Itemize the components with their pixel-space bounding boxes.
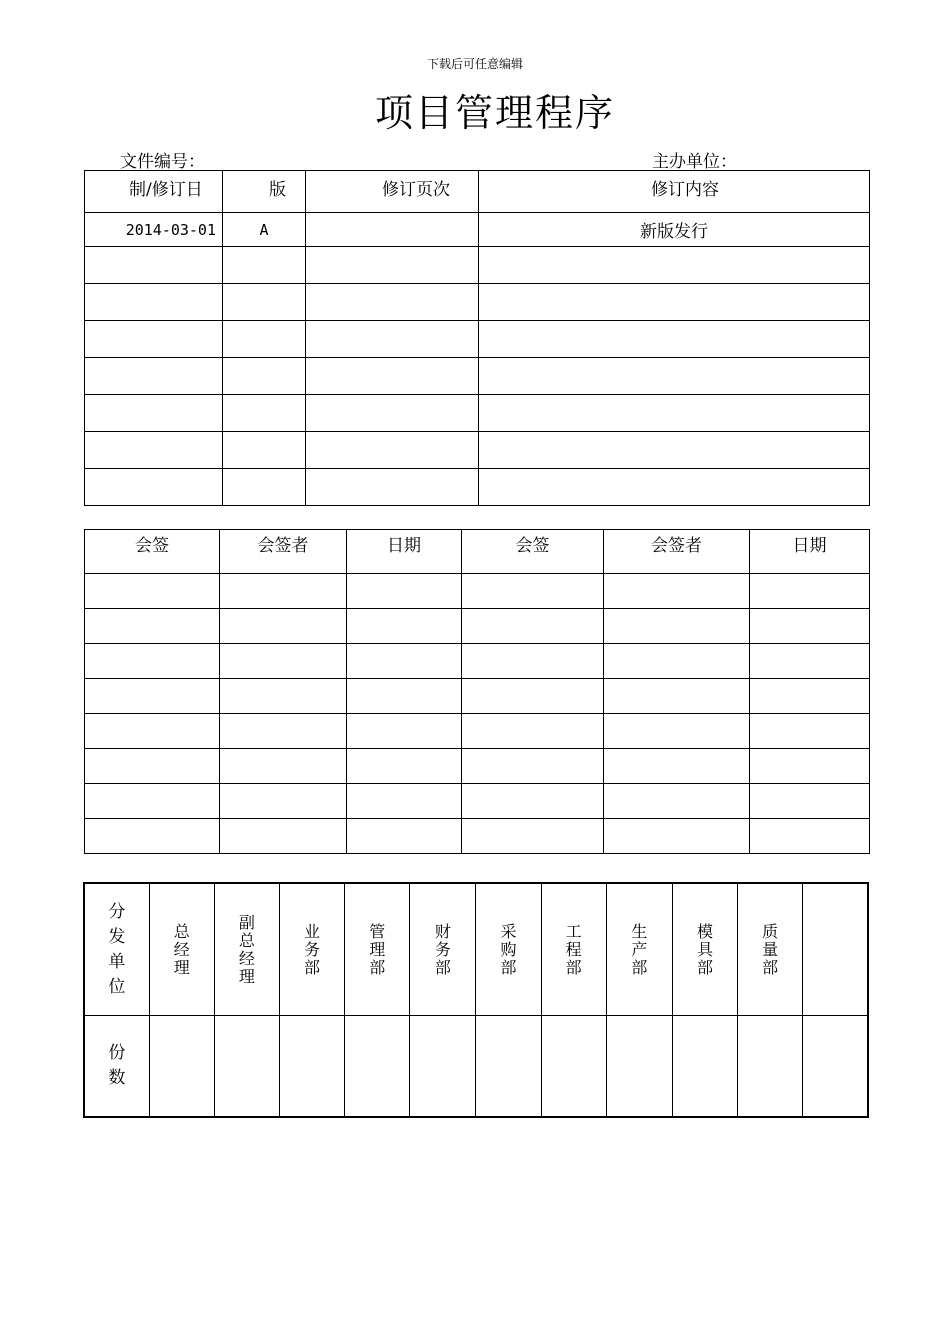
label-char: 理 xyxy=(173,957,190,977)
revision-cell: 新版发行 xyxy=(479,213,870,247)
signoff-cell xyxy=(220,644,347,679)
signoff-cell xyxy=(604,644,750,679)
signoff-cell xyxy=(750,609,870,644)
host-department-label: 主办单位： xyxy=(652,152,737,172)
signoff-cell xyxy=(604,784,750,819)
distribution-copies-cell xyxy=(279,1016,344,1118)
revision-header-cell: 修订页次 xyxy=(306,171,479,213)
signoff-cell xyxy=(750,749,870,784)
revision-cell xyxy=(306,321,479,358)
label-char: 务 xyxy=(304,939,321,959)
signoff-cell xyxy=(347,749,462,784)
signoff-cell xyxy=(604,679,750,714)
label-char: 部 xyxy=(762,957,779,977)
signoff-cell xyxy=(347,609,462,644)
signoff-table xyxy=(84,529,870,854)
label-char: 部 xyxy=(631,957,648,977)
signoff-row xyxy=(85,819,870,854)
revision-header-cell: 修订内容 xyxy=(479,171,870,213)
revision-cell xyxy=(479,321,870,358)
signoff-cell xyxy=(462,609,604,644)
distribution-copies-cell xyxy=(738,1016,803,1118)
signoff-cell xyxy=(347,819,462,854)
signoff-cell xyxy=(604,714,750,749)
revision-header-cell: 版 xyxy=(223,171,306,213)
label-char: 工 xyxy=(565,921,582,941)
revision-cell xyxy=(306,395,479,432)
revision-row xyxy=(85,432,870,469)
distribution-copies-cell xyxy=(476,1016,541,1118)
revision-header-row xyxy=(85,171,870,213)
label-char: 总 xyxy=(173,921,190,941)
signoff-row xyxy=(85,574,870,609)
revision-cell xyxy=(223,469,306,506)
label-char: 经 xyxy=(173,939,190,959)
signoff-row xyxy=(85,784,870,819)
label-char: 管 xyxy=(369,921,386,941)
distribution-unit-label xyxy=(84,883,149,1016)
distribution-copies-cell xyxy=(672,1016,737,1118)
signoff-cell xyxy=(85,574,220,609)
signoff-row xyxy=(85,749,870,784)
revision-row xyxy=(85,358,870,395)
revision-row xyxy=(85,247,870,284)
revision-cell xyxy=(85,358,223,395)
revision-cell xyxy=(479,395,870,432)
revision-cell xyxy=(223,358,306,395)
revision-row xyxy=(85,469,870,506)
label-char: 总 xyxy=(238,930,255,950)
signoff-cell xyxy=(750,784,870,819)
signoff-row xyxy=(85,679,870,714)
label-char: 生 xyxy=(631,921,648,941)
label-char: 业 xyxy=(304,921,321,941)
page-title: 项目管理程序 xyxy=(374,91,615,135)
signoff-cell xyxy=(462,574,604,609)
revision-cell xyxy=(85,321,223,358)
revision-cell xyxy=(85,247,223,284)
distribution-copies-cell xyxy=(606,1016,672,1118)
label-char: 模 xyxy=(696,921,713,941)
distribution-dept-4 xyxy=(345,883,410,1016)
revision-cell xyxy=(223,247,306,284)
distribution-dept-8 xyxy=(606,883,672,1016)
label-char: 发 xyxy=(108,926,126,947)
distribution-dept-1 xyxy=(149,883,214,1016)
revision-cell xyxy=(223,284,306,321)
revision-cell xyxy=(85,469,223,506)
signoff-cell xyxy=(462,714,604,749)
distribution-dept-2 xyxy=(214,883,279,1016)
distribution-copies-cell xyxy=(803,1016,868,1118)
revision-cell xyxy=(223,432,306,469)
revision-cell xyxy=(479,247,870,284)
revision-table xyxy=(84,170,870,506)
revision-row xyxy=(85,321,870,358)
file-number-label: 文件编号： xyxy=(120,152,205,172)
revision-cell xyxy=(223,321,306,358)
signoff-cell xyxy=(462,679,604,714)
distribution-dept-5 xyxy=(410,883,476,1016)
revision-cell xyxy=(306,247,479,284)
revision-row xyxy=(85,395,870,432)
signoff-cell xyxy=(220,819,347,854)
distribution-copies-cell xyxy=(410,1016,476,1118)
signoff-cell xyxy=(85,679,220,714)
signoff-cell xyxy=(604,819,750,854)
signoff-cell xyxy=(85,819,220,854)
signoff-cell xyxy=(750,679,870,714)
signoff-cell xyxy=(604,609,750,644)
signoff-row xyxy=(85,609,870,644)
distribution-table xyxy=(83,882,869,1118)
distribution-copies-cell xyxy=(149,1016,214,1118)
label-char: 副 xyxy=(238,912,255,932)
signoff-cell xyxy=(85,644,220,679)
label-char: 程 xyxy=(565,939,582,959)
signoff-cell xyxy=(462,749,604,784)
signoff-cell xyxy=(220,609,347,644)
signoff-cell xyxy=(604,749,750,784)
distribution-dept-10 xyxy=(738,883,803,1016)
distribution-copies-cell xyxy=(214,1016,279,1118)
label-char: 部 xyxy=(696,957,713,977)
label-char: 单 xyxy=(108,951,126,972)
signoff-header-cell: 日期 xyxy=(750,530,870,574)
label-char: 产 xyxy=(631,939,648,959)
revision-cell xyxy=(306,469,479,506)
label-char: 务 xyxy=(434,939,451,959)
signoff-cell xyxy=(750,714,870,749)
distribution-copies-cell xyxy=(345,1016,410,1118)
revision-cell xyxy=(306,358,479,395)
label-char: 部 xyxy=(304,957,321,977)
label-char: 质 xyxy=(762,921,779,941)
signoff-cell xyxy=(750,574,870,609)
label-char: 部 xyxy=(369,957,386,977)
revision-cell xyxy=(306,213,479,247)
distribution-dept-7 xyxy=(541,883,606,1016)
signoff-header-cell: 会签者 xyxy=(220,530,347,574)
revision-cell xyxy=(85,432,223,469)
revision-header-cell: 制/修订日 xyxy=(85,171,223,213)
label-char: 经 xyxy=(238,948,255,968)
signoff-cell xyxy=(85,714,220,749)
signoff-cell xyxy=(347,784,462,819)
label-char: 分 xyxy=(108,901,126,922)
signoff-cell xyxy=(462,784,604,819)
label-char: 采 xyxy=(500,921,517,941)
label-char: 部 xyxy=(565,957,582,977)
distribution-dept-3 xyxy=(279,883,344,1016)
signoff-cell xyxy=(347,714,462,749)
label-char: 部 xyxy=(434,957,451,977)
signoff-cell xyxy=(220,749,347,784)
signoff-header-cell: 会签者 xyxy=(604,530,750,574)
signoff-cell xyxy=(347,644,462,679)
signoff-cell xyxy=(85,784,220,819)
distribution-dept-11 xyxy=(803,883,868,1016)
revision-cell xyxy=(85,395,223,432)
signoff-header-cell: 会签 xyxy=(462,530,604,574)
revision-row xyxy=(85,284,870,321)
signoff-cell xyxy=(220,784,347,819)
signoff-header-row xyxy=(85,530,870,574)
distribution-dept-6 xyxy=(476,883,541,1016)
signoff-cell xyxy=(220,679,347,714)
signoff-cell xyxy=(347,574,462,609)
signoff-cell xyxy=(604,574,750,609)
label-char: 位 xyxy=(108,976,126,997)
revision-cell: A xyxy=(223,213,306,247)
label-char: 数 xyxy=(108,1068,126,1088)
revision-cell xyxy=(85,284,223,321)
signoff-cell xyxy=(462,644,604,679)
watermark-text: 下载后可任意编辑 xyxy=(426,57,523,71)
signoff-header-cell: 日期 xyxy=(347,530,462,574)
signoff-cell xyxy=(220,574,347,609)
label-char: 具 xyxy=(696,939,713,959)
distribution-copies-cell xyxy=(541,1016,606,1118)
revision-row xyxy=(85,213,870,247)
signoff-cell xyxy=(85,609,220,644)
signoff-cell xyxy=(750,819,870,854)
label-char: 部 xyxy=(500,957,517,977)
signoff-header-cell: 会签 xyxy=(85,530,220,574)
revision-cell xyxy=(479,432,870,469)
signoff-cell xyxy=(750,644,870,679)
label-char: 理 xyxy=(238,966,255,986)
revision-cell xyxy=(479,358,870,395)
signoff-cell xyxy=(462,819,604,854)
signoff-cell xyxy=(85,749,220,784)
label-char: 理 xyxy=(369,939,386,959)
revision-cell xyxy=(223,395,306,432)
revision-cell: 2014-03-01 xyxy=(85,213,223,247)
distribution-copies-label xyxy=(84,1016,149,1118)
signoff-row xyxy=(85,714,870,749)
label-char: 购 xyxy=(500,939,517,959)
revision-cell xyxy=(479,284,870,321)
revision-cell xyxy=(306,432,479,469)
label-char: 量 xyxy=(762,939,779,959)
label-char: 份 xyxy=(108,1043,126,1063)
distribution-dept-9 xyxy=(672,883,737,1016)
revision-cell xyxy=(306,284,479,321)
revision-cell xyxy=(479,469,870,506)
signoff-cell xyxy=(220,714,347,749)
label-char: 财 xyxy=(434,921,451,941)
signoff-cell xyxy=(347,679,462,714)
signoff-row xyxy=(85,644,870,679)
